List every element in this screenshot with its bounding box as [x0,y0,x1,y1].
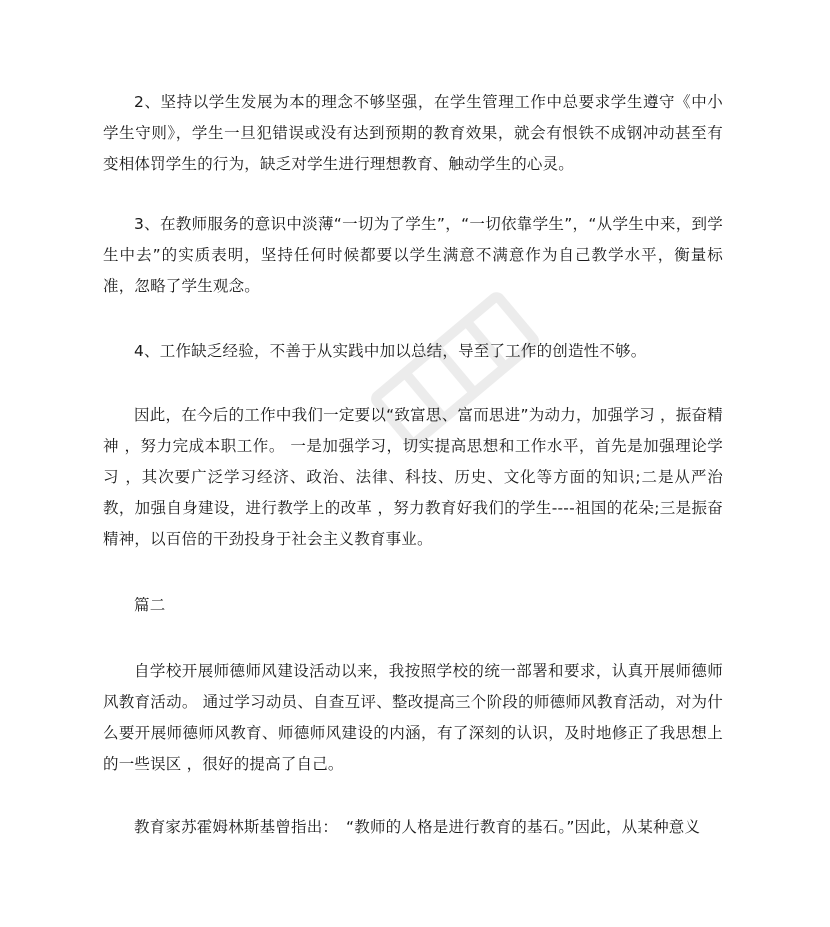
paragraph-intro: 自学校开展师德师风建设活动以来，我按照学校的统一部署和要求，认真开展师德师风教育活动。 通过学习动员、自查互评、整改提高三个阶段的师德师风教育活动，对为什么要开展师德师风教育、师德师风建设的内涵，有了深刻的认识，及时地修正了我思想上的一些误区 ，很好的提高了自己。 [103,662,723,773]
paragraph-item-4: 4、工作缺乏经验，不善于从实践中加以总结，导至了工作的创造性不够。 [134,342,647,360]
section-heading: 篇二 [134,596,166,614]
paragraph-quote: 教育家苏霍姆林斯基曾指出： “教师的人格是进行教育的基石。”因此，从某种意义 [134,818,701,836]
paragraph-conclusion: 因此，在今后的工作中我们一定要以“致富思、富而思进”为动力，加强学习 ，振奋精神 ，努力完成本职工作。 一是加强学习，切实提高思想和工作水平，首先是加强理论学习 ，其次要广泛学习经济、政治、法律、科技、历史、文化等方面的知识;二是从严治教，加强自身建设，进行教学上的改革 ，努力教育好我们的学生----祖国的花朵;三是振奋精神，以百倍的干劲投身于社会主义教育事业。 [103,406,723,548]
paragraph-item-2: 2、坚持以学生发展为本的理念不够坚强，在学生管理工作中总要求学生遵守《中小学生守则》，学生一旦犯错误或没有达到预期的教育效果，就会有恨铁不成钢冲动甚至有变相体罚学生的行为，缺乏对学生进行理想教育、触动学生的心灵。 [103,93,723,173]
paragraph-item-3: 3、在教师服务的意识中淡薄“一切为了学生”，“一切依靠学生”，“从学生中来，到学生中去”的实质表明，坚持任何时候都要以学生满意不满意作为自己教学水平，衡量标准，忽略了学生观念。 [103,215,723,295]
